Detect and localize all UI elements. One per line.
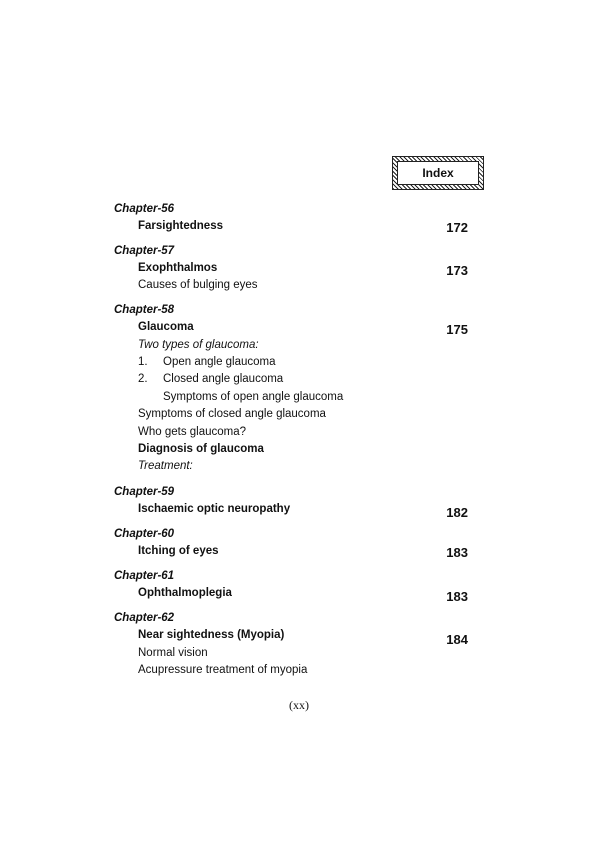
treatment-subheading: Treatment: — [138, 460, 193, 472]
page-number: 183 — [446, 545, 468, 560]
page-number: 172 — [446, 220, 468, 235]
page-number: 173 — [446, 263, 468, 278]
nested-entry: Symptoms of open angle glaucoma — [163, 391, 344, 403]
chapter-title: Ischaemic optic neuropathy — [138, 503, 291, 515]
index-entry-bold: Diagnosis of glaucoma — [138, 443, 264, 455]
list-item: Open angle glaucoma — [163, 356, 276, 368]
index-heading-box — [392, 156, 484, 190]
index-entry: Acupressure treatment of myopia — [138, 664, 308, 676]
page-number: 175 — [446, 322, 468, 337]
chapter-label: Chapter-62 — [114, 612, 175, 624]
list-item: Closed angle glaucoma — [163, 373, 284, 385]
chapter-label: Chapter-61 — [114, 570, 175, 582]
page-number: 183 — [446, 589, 468, 604]
list-number: 1. — [138, 356, 148, 368]
chapter-label: Chapter-59 — [114, 486, 175, 498]
chapter-title: Exophthalmos — [138, 262, 218, 274]
chapter-title: Itching of eyes — [138, 545, 219, 557]
subheading: Two types of glaucoma: — [138, 339, 259, 351]
chapter-title: Near sightedness (Myopia) — [138, 629, 285, 641]
index-heading: Index — [397, 161, 479, 185]
index-entry: Symptoms of closed angle glaucoma — [138, 408, 326, 420]
index-entry: Normal vision — [138, 647, 208, 659]
chapter-title: Ophthalmoplegia — [138, 587, 232, 599]
chapter-label: Chapter-58 — [114, 304, 175, 316]
page-number: 182 — [446, 505, 468, 520]
index-entry: Causes of bulging eyes — [138, 279, 258, 291]
page-number: 184 — [446, 632, 468, 647]
chapter-title: Glaucoma — [138, 321, 194, 333]
index-entry: Who gets glaucoma? — [138, 426, 247, 438]
list-number: 2. — [138, 373, 148, 385]
chapter-label: Chapter-60 — [114, 528, 175, 540]
chapter-label: Chapter-57 — [114, 245, 175, 257]
chapter-label: Chapter-56 — [114, 203, 175, 215]
chapter-title: Farsightedness — [138, 220, 223, 232]
page-footer-number: (xx) — [289, 698, 309, 712]
